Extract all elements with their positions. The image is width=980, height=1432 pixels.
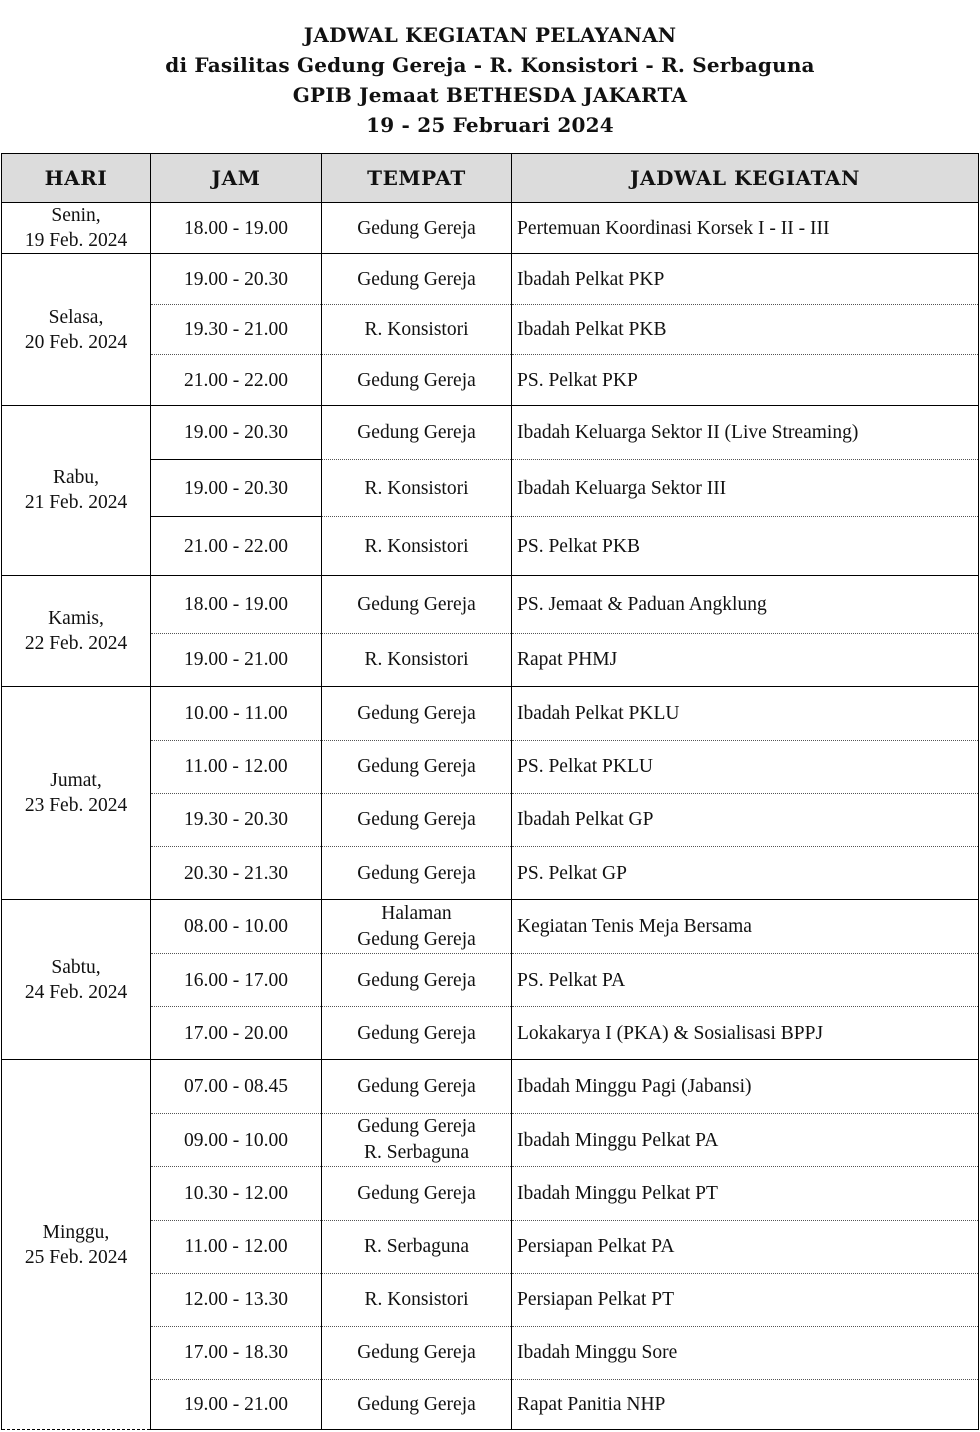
day-cell bbox=[2, 1060, 151, 1430]
day-cell bbox=[2, 686, 151, 899]
place-cell: R. Serbaguna bbox=[322, 1220, 512, 1273]
title-line-4: 19 - 25 Februari 2024 bbox=[366, 113, 614, 137]
activity-cell: Ibadah Minggu Pelkat PT bbox=[512, 1167, 979, 1220]
day-name: Minggu, bbox=[42, 1221, 110, 1243]
day-cell bbox=[2, 203, 151, 254]
time-cell: 11.00 - 12.00 bbox=[151, 1220, 322, 1273]
time-cell: 11.00 - 12.00 bbox=[151, 740, 322, 793]
table-row bbox=[2, 1060, 979, 1114]
day-name: Sabtu, bbox=[51, 956, 101, 978]
place-cell: Gedung Gereja bbox=[322, 1007, 512, 1060]
day-name: Jumat, bbox=[50, 769, 102, 791]
activity-cell: Persiapan Pelkat PA bbox=[512, 1220, 979, 1273]
place-cell: Gedung Gereja bbox=[322, 203, 512, 254]
place-cell: R. Konsistori bbox=[322, 305, 512, 355]
day-date: 21 Feb. 2024 bbox=[24, 492, 128, 514]
table-row bbox=[2, 900, 979, 954]
title-line-1: JADWAL KEGIATAN PELAYANAN bbox=[303, 23, 677, 47]
time-cell: 19.30 - 21.00 bbox=[151, 305, 322, 355]
day-date: 20 Feb. 2024 bbox=[24, 331, 128, 353]
time-cell: 09.00 - 10.00 bbox=[151, 1114, 322, 1167]
place-cell: R. Konsistori bbox=[322, 633, 512, 686]
time-cell: 21.00 - 22.00 bbox=[151, 517, 322, 575]
activity-cell: Lokakarya I (PKA) & Sosialisasi BPPJ bbox=[512, 1007, 979, 1060]
day-date: 25 Feb. 2024 bbox=[24, 1246, 128, 1268]
activity-cell: Rapat Panitia NHP bbox=[512, 1379, 979, 1429]
place-cell: Gedung Gereja bbox=[322, 406, 512, 460]
day-cell bbox=[2, 575, 151, 686]
activity-cell: PS. Pelkat GP bbox=[512, 846, 979, 899]
time-cell: 18.00 - 19.00 bbox=[151, 203, 322, 254]
activity-cell: Ibadah Pelkat PKP bbox=[512, 254, 979, 305]
activity-cell: Persiapan Pelkat PT bbox=[512, 1273, 979, 1326]
document-title bbox=[0, 20, 980, 140]
activity-cell: Rapat PHMJ bbox=[512, 633, 979, 686]
day-name: Selasa, bbox=[48, 306, 104, 328]
time-cell: 10.00 - 11.00 bbox=[151, 686, 322, 740]
time-cell: 19.00 - 21.00 bbox=[151, 1379, 322, 1429]
place-cell: R. Konsistori bbox=[322, 517, 512, 575]
time-cell: 20.30 - 21.30 bbox=[151, 846, 322, 899]
place-cell: R. Konsistori bbox=[322, 1273, 512, 1326]
activity-cell: Ibadah Minggu Sore bbox=[512, 1326, 979, 1379]
header-hari: HARI bbox=[2, 154, 151, 203]
place-cell: Gedung Gereja bbox=[322, 740, 512, 793]
activity-cell: PS. Pelkat PA bbox=[512, 954, 979, 1007]
place-cell: Gedung Gereja bbox=[322, 575, 512, 633]
table-row bbox=[2, 686, 979, 740]
time-cell: 21.00 - 22.00 bbox=[151, 355, 322, 406]
day-name: Rabu, bbox=[52, 467, 100, 489]
table-row bbox=[2, 254, 979, 305]
time-cell: 19.00 - 20.30 bbox=[151, 406, 322, 460]
time-cell: 19.00 - 21.00 bbox=[151, 633, 322, 686]
place-cell: Gedung Gereja bbox=[322, 954, 512, 1007]
place-line-2: Gedung Gereja bbox=[357, 928, 476, 950]
place-cell: Gedung Gereja bbox=[322, 1326, 512, 1379]
time-cell: 07.00 - 08.45 bbox=[151, 1060, 322, 1114]
place-cell: Gedung Gereja bbox=[322, 1167, 512, 1220]
day-date: 22 Feb. 2024 bbox=[24, 632, 128, 654]
header-tempat: TEMPAT bbox=[322, 154, 512, 203]
place-cell: Gedung Gereja bbox=[322, 1060, 512, 1114]
time-cell: 16.00 - 17.00 bbox=[151, 954, 322, 1007]
activity-cell: PS. Pelkat PKLU bbox=[512, 740, 979, 793]
day-cell bbox=[2, 406, 151, 575]
time-cell: 12.00 - 13.30 bbox=[151, 1273, 322, 1326]
activity-cell: PS. Jemaat & Paduan Angklung bbox=[512, 575, 979, 633]
day-name: Senin, bbox=[51, 205, 101, 227]
day-date: 19 Feb. 2024 bbox=[24, 230, 128, 252]
activity-cell: Ibadah Pelkat GP bbox=[512, 793, 979, 846]
activity-cell: Ibadah Keluarga Sektor II (Live Streaming) bbox=[512, 406, 979, 460]
time-cell: 19.00 - 20.30 bbox=[151, 460, 322, 517]
time-cell: 19.00 - 20.30 bbox=[151, 254, 322, 305]
time-cell: 19.30 - 20.30 bbox=[151, 793, 322, 846]
day-cell bbox=[2, 254, 151, 406]
place-cell bbox=[322, 900, 512, 954]
place-cell: R. Konsistori bbox=[322, 460, 512, 517]
title-line-3: GPIB Jemaat BETHESDA JAKARTA bbox=[292, 83, 688, 107]
place-cell: Gedung Gereja bbox=[322, 355, 512, 406]
activity-cell: PS. Pelkat PKB bbox=[512, 517, 979, 575]
activity-cell: PS. Pelkat PKP bbox=[512, 355, 979, 406]
day-date: 23 Feb. 2024 bbox=[24, 794, 128, 816]
schedule-body bbox=[2, 203, 979, 1430]
schedule-table bbox=[1, 153, 979, 1430]
table-row bbox=[2, 575, 979, 633]
day-name: Kamis, bbox=[48, 607, 104, 629]
activity-cell: Ibadah Pelkat PKLU bbox=[512, 686, 979, 740]
place-cell: Gedung Gereja bbox=[322, 793, 512, 846]
header-row bbox=[2, 154, 979, 203]
table-row bbox=[2, 406, 979, 460]
activity-cell: Ibadah Keluarga Sektor III bbox=[512, 460, 979, 517]
time-cell: 18.00 - 19.00 bbox=[151, 575, 322, 633]
place-cell: Gedung Gereja bbox=[322, 686, 512, 740]
place-cell bbox=[322, 1114, 512, 1167]
time-cell: 17.00 - 20.00 bbox=[151, 1007, 322, 1060]
activity-cell: Ibadah Minggu Pagi (Jabansi) bbox=[512, 1060, 979, 1114]
place-cell: Gedung Gereja bbox=[322, 254, 512, 305]
place-cell: Gedung Gereja bbox=[322, 846, 512, 899]
activity-cell: Ibadah Minggu Pelkat PA bbox=[512, 1114, 979, 1167]
activity-cell: Kegiatan Tenis Meja Bersama bbox=[512, 900, 979, 954]
place-line-2: R. Serbaguna bbox=[363, 1142, 470, 1164]
time-cell: 08.00 - 10.00 bbox=[151, 900, 322, 954]
header-jam: JAM bbox=[151, 154, 322, 203]
day-date: 24 Feb. 2024 bbox=[24, 981, 128, 1003]
activity-cell: Pertemuan Koordinasi Korsek I - II - III bbox=[512, 203, 979, 254]
activity-cell: Ibadah Pelkat PKB bbox=[512, 305, 979, 355]
header-jadwal-kegiatan: JADWAL KEGIATAN bbox=[512, 154, 979, 203]
place-line-1: Halaman bbox=[381, 902, 452, 924]
place-line-1: Gedung Gereja bbox=[357, 1116, 476, 1138]
time-cell: 17.00 - 18.30 bbox=[151, 1326, 322, 1379]
title-line-2: di Fasilitas Gedung Gereja - R. Konsistori - R. Serbaguna bbox=[165, 53, 815, 77]
time-cell: 10.30 - 12.00 bbox=[151, 1167, 322, 1220]
table-row bbox=[2, 203, 979, 254]
day-cell bbox=[2, 900, 151, 1060]
place-cell: Gedung Gereja bbox=[322, 1379, 512, 1429]
